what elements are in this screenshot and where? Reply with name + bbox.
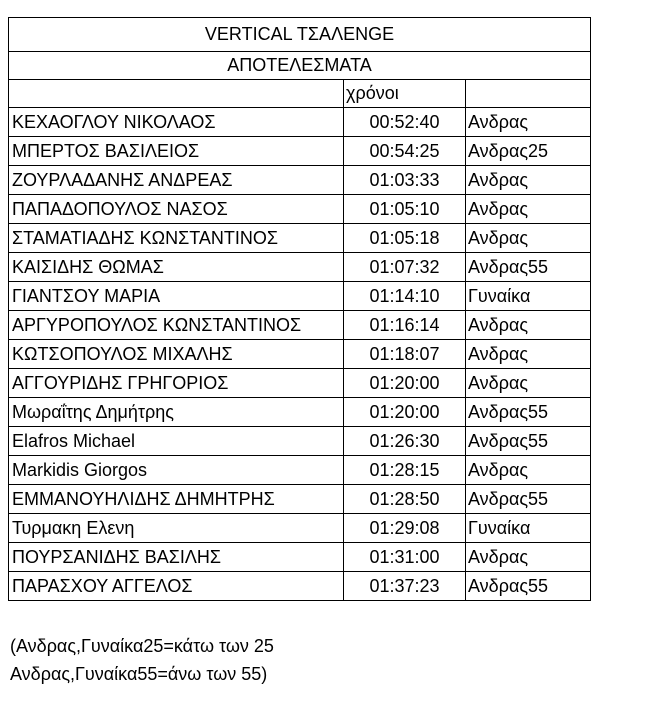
table-row [9, 543, 591, 572]
table-row [9, 224, 591, 253]
category: Ανδρας [466, 195, 591, 224]
table-row [9, 572, 591, 601]
results-table [8, 17, 591, 601]
finish-time: 01:28:50 [344, 485, 466, 514]
table-subtitle: ΑΠΟΤΕΛΕΣΜΑΤΑ [9, 52, 591, 80]
participant-name: ΣΤΑΜΑΤΙΑΔΗΣ ΚΩΝΣΤΑΝΤΙΝΟΣ [9, 224, 344, 253]
results-table-body [9, 18, 591, 601]
table-row [9, 340, 591, 369]
participant-name: ΕΜΜΑΝΟΥΗΛΙΔΗΣ ΔΗΜΗΤΡΗΣ [9, 485, 344, 514]
note-line-1: (Ανδρας,Γυναίκα25=κάτω των 25 [10, 636, 274, 656]
table-row [9, 137, 591, 166]
category: Ανδρας [466, 224, 591, 253]
subtitle-row [9, 52, 591, 80]
finish-time: 01:07:32 [344, 253, 466, 282]
finish-time: 01:16:14 [344, 311, 466, 340]
finish-time: 01:20:00 [344, 369, 466, 398]
participant-name: ΖΟΥΡΛΑΔΑΝΗΣ ΑΝΔΡΕΑΣ [9, 166, 344, 195]
table-row [9, 427, 591, 456]
participant-name: Elafros Michael [9, 427, 344, 456]
table-row [9, 282, 591, 311]
finish-time: 01:20:00 [344, 398, 466, 427]
finish-time: 01:28:15 [344, 456, 466, 485]
column-header-row [9, 80, 591, 108]
finish-time: 01:05:18 [344, 224, 466, 253]
participant-name: ΠΑΠΑΔΟΠΟΥΛΟΣ ΝΑΣΟΣ [9, 195, 344, 224]
category: Ανδρας [466, 311, 591, 340]
participant-name: ΚΕΧΑΟΓΛΟΥ ΝΙΚΟΛΑΟΣ [9, 108, 344, 137]
category: Ανδρας [466, 543, 591, 572]
table-row [9, 311, 591, 340]
category: Ανδρας [466, 456, 591, 485]
finish-time: 01:29:08 [344, 514, 466, 543]
participant-name: ΑΓΓΟΥΡΙΔΗΣ ΓΡΗΓΟΡΙΟΣ [9, 369, 344, 398]
table-row [9, 166, 591, 195]
table-row [9, 485, 591, 514]
finish-time: 01:03:33 [344, 166, 466, 195]
category: Ανδρας [466, 340, 591, 369]
table-row [9, 108, 591, 137]
results-sheet [8, 17, 590, 601]
category: Γυναίκα [466, 514, 591, 543]
finish-time: 01:26:30 [344, 427, 466, 456]
category: Ανδρας [466, 166, 591, 195]
participant-name: ΑΡΓΥΡΟΠΟΥΛΟΣ ΚΩΝΣΤΑΝΤΙΝΟΣ [9, 311, 344, 340]
table-row [9, 398, 591, 427]
finish-time: 01:18:07 [344, 340, 466, 369]
table-row [9, 369, 591, 398]
participant-name: ΓΙΑΝΤΣΟΥ ΜΑΡΙΑ [9, 282, 344, 311]
table-row [9, 514, 591, 543]
finish-time: 01:37:23 [344, 572, 466, 601]
finish-time: 00:54:25 [344, 137, 466, 166]
category: Ανδρας55 [466, 572, 591, 601]
category: Ανδρας [466, 108, 591, 137]
header-time: χρόνοι [344, 80, 466, 108]
participant-name: ΚΑΙΣΙΔΗΣ ΘΩΜΑΣ [9, 253, 344, 282]
category: Ανδρας25 [466, 137, 591, 166]
category: Γυναίκα [466, 282, 591, 311]
participant-name: Markidis Giorgos [9, 456, 344, 485]
category: Ανδρας55 [466, 253, 591, 282]
finish-time: 01:05:10 [344, 195, 466, 224]
category: Ανδρας55 [466, 398, 591, 427]
table-row [9, 253, 591, 282]
participant-name: ΠΑΡΑΣΧΟΥ ΑΓΓΕΛΟΣ [9, 572, 344, 601]
header-category [466, 80, 591, 108]
table-row [9, 195, 591, 224]
table-title: VERTICAL ΤΣΑΛΕΝGE [9, 18, 591, 52]
participant-name: ΜΠΕΡΤΟΣ ΒΑΣΙΛΕΙΟΣ [9, 137, 344, 166]
participant-name: ΠΟΥΡΣΑΝΙΔΗΣ ΒΑΣΙΛΗΣ [9, 543, 344, 572]
title-row [9, 18, 591, 52]
participant-name: Μωραΐτης Δημήτρης [9, 398, 344, 427]
legend-notes [10, 632, 274, 688]
category: Ανδρας [466, 369, 591, 398]
note-line-2: Ανδρας,Γυναίκα55=άνω των 55) [10, 664, 268, 684]
finish-time: 01:31:00 [344, 543, 466, 572]
participant-name: Τυρμακη Ελενη [9, 514, 344, 543]
finish-time: 00:52:40 [344, 108, 466, 137]
header-name [9, 80, 344, 108]
table-row [9, 456, 591, 485]
category: Ανδρας55 [466, 427, 591, 456]
category: Ανδρας55 [466, 485, 591, 514]
finish-time: 01:14:10 [344, 282, 466, 311]
participant-name: ΚΩΤΣΟΠΟΥΛΟΣ ΜΙΧΑΛΗΣ [9, 340, 344, 369]
